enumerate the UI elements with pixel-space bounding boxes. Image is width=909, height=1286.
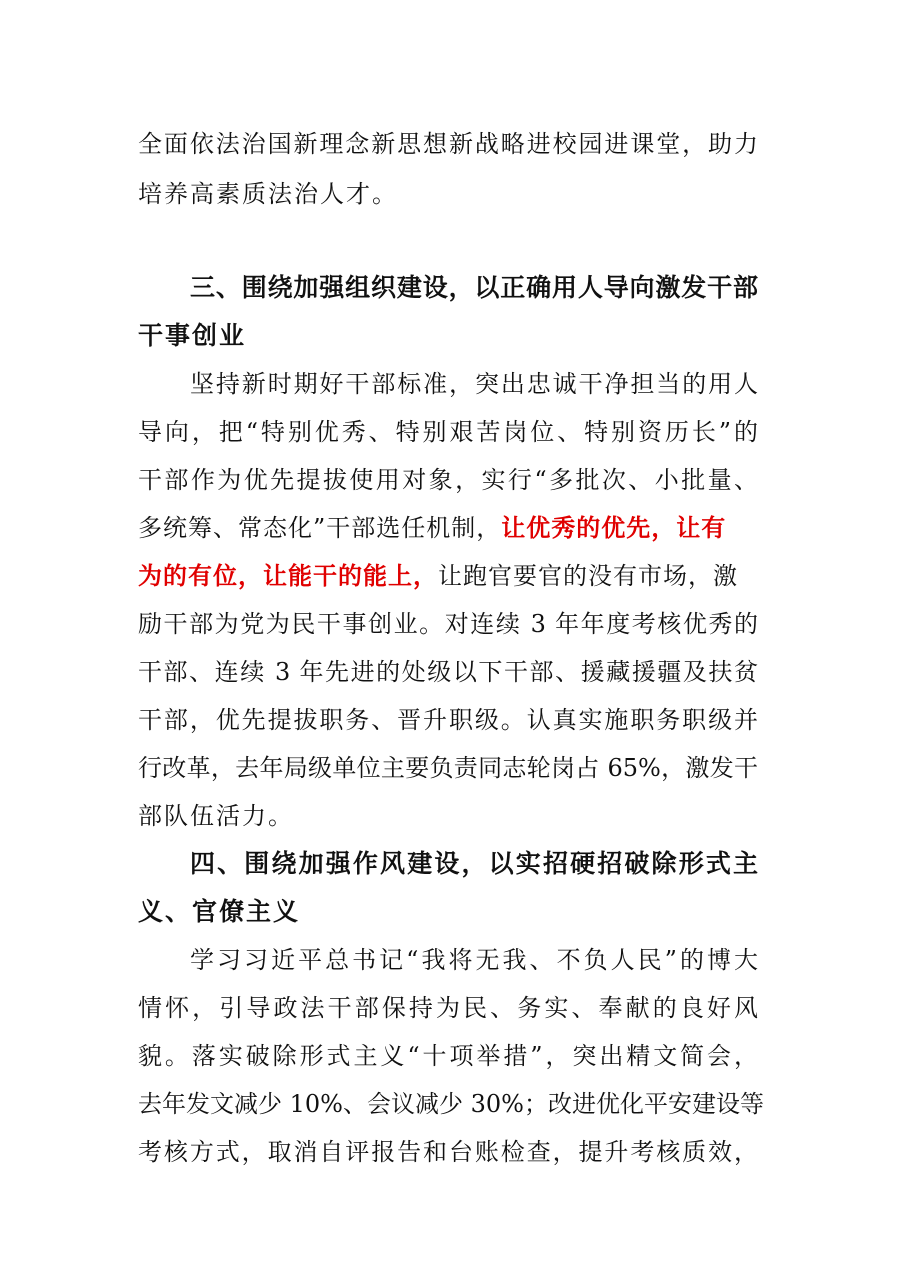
paragraph-line: 部队伍活力。 — [138, 802, 294, 830]
paragraph-line: 干部，优先提拔职务、晋升职级。认真实施职务职级并 — [138, 706, 758, 734]
paragraph-line: 干部、连续 3 年先进的处级以下干部、援藏援疆及扶贫 — [138, 658, 758, 686]
paragraph-line: 貌。落实破除形式主义“十项举措”，突出精文简会， — [138, 1042, 758, 1070]
paragraph-line: 情怀，引导政法干部保持为民、务实、奉献的良好风 — [138, 994, 758, 1022]
section-heading: 三、围绕加强组织建设，以正确用人导向激发干部 — [190, 273, 758, 302]
paragraph-text: 让跑官要官的没有市场，激 — [438, 562, 738, 590]
paragraph-line: 励干部为党为民干事创业。对连续 3 年年度考核优秀的 — [138, 610, 758, 638]
paragraph-line: 干部作为优先提拔使用对象，实行“多批次、小批量、 — [138, 466, 758, 494]
paragraph-line: 导向，把“特别优秀、特别艰苦岗位、特别资历长”的 — [138, 418, 758, 446]
paragraph-line: 坚持新时期好干部标准，突出忠诚干净担当的用人 — [190, 370, 758, 398]
paragraph-line: 全面依法治国新理念新思想新战略进校园进课堂，助力 — [138, 130, 758, 158]
paragraph-line: 去年发文减少 10%、会议减少 30%；改进优化平安建设等 — [138, 1090, 764, 1118]
paragraph-text: 多统筹、常态化”干部选任机制， — [138, 514, 502, 542]
paragraph-line: 培养高素质法治人才。 — [138, 180, 398, 208]
highlighted-text: 让优秀的优先，让有 — [501, 514, 727, 542]
paragraph-line: 学习习近平总书记“我将无我、不负人民”的博大 — [190, 946, 758, 974]
highlighted-text: 为的有位，让能干的能上， — [138, 562, 438, 590]
paragraph-line — [138, 554, 758, 598]
section-heading: 干事创业 — [138, 321, 247, 350]
section-heading: 四、围绕加强作风建设，以实招硬招破除形式主 — [190, 849, 758, 878]
paragraph-line: 考核方式，取消自评报告和台账检查，提升考核质效， — [138, 1138, 758, 1166]
section-heading: 义、官僚主义 — [138, 897, 301, 926]
paragraph-line: 行改革，去年局级单位主要负责同志轮岗占 65%，激发干 — [138, 754, 758, 782]
paragraph-line — [138, 506, 758, 550]
